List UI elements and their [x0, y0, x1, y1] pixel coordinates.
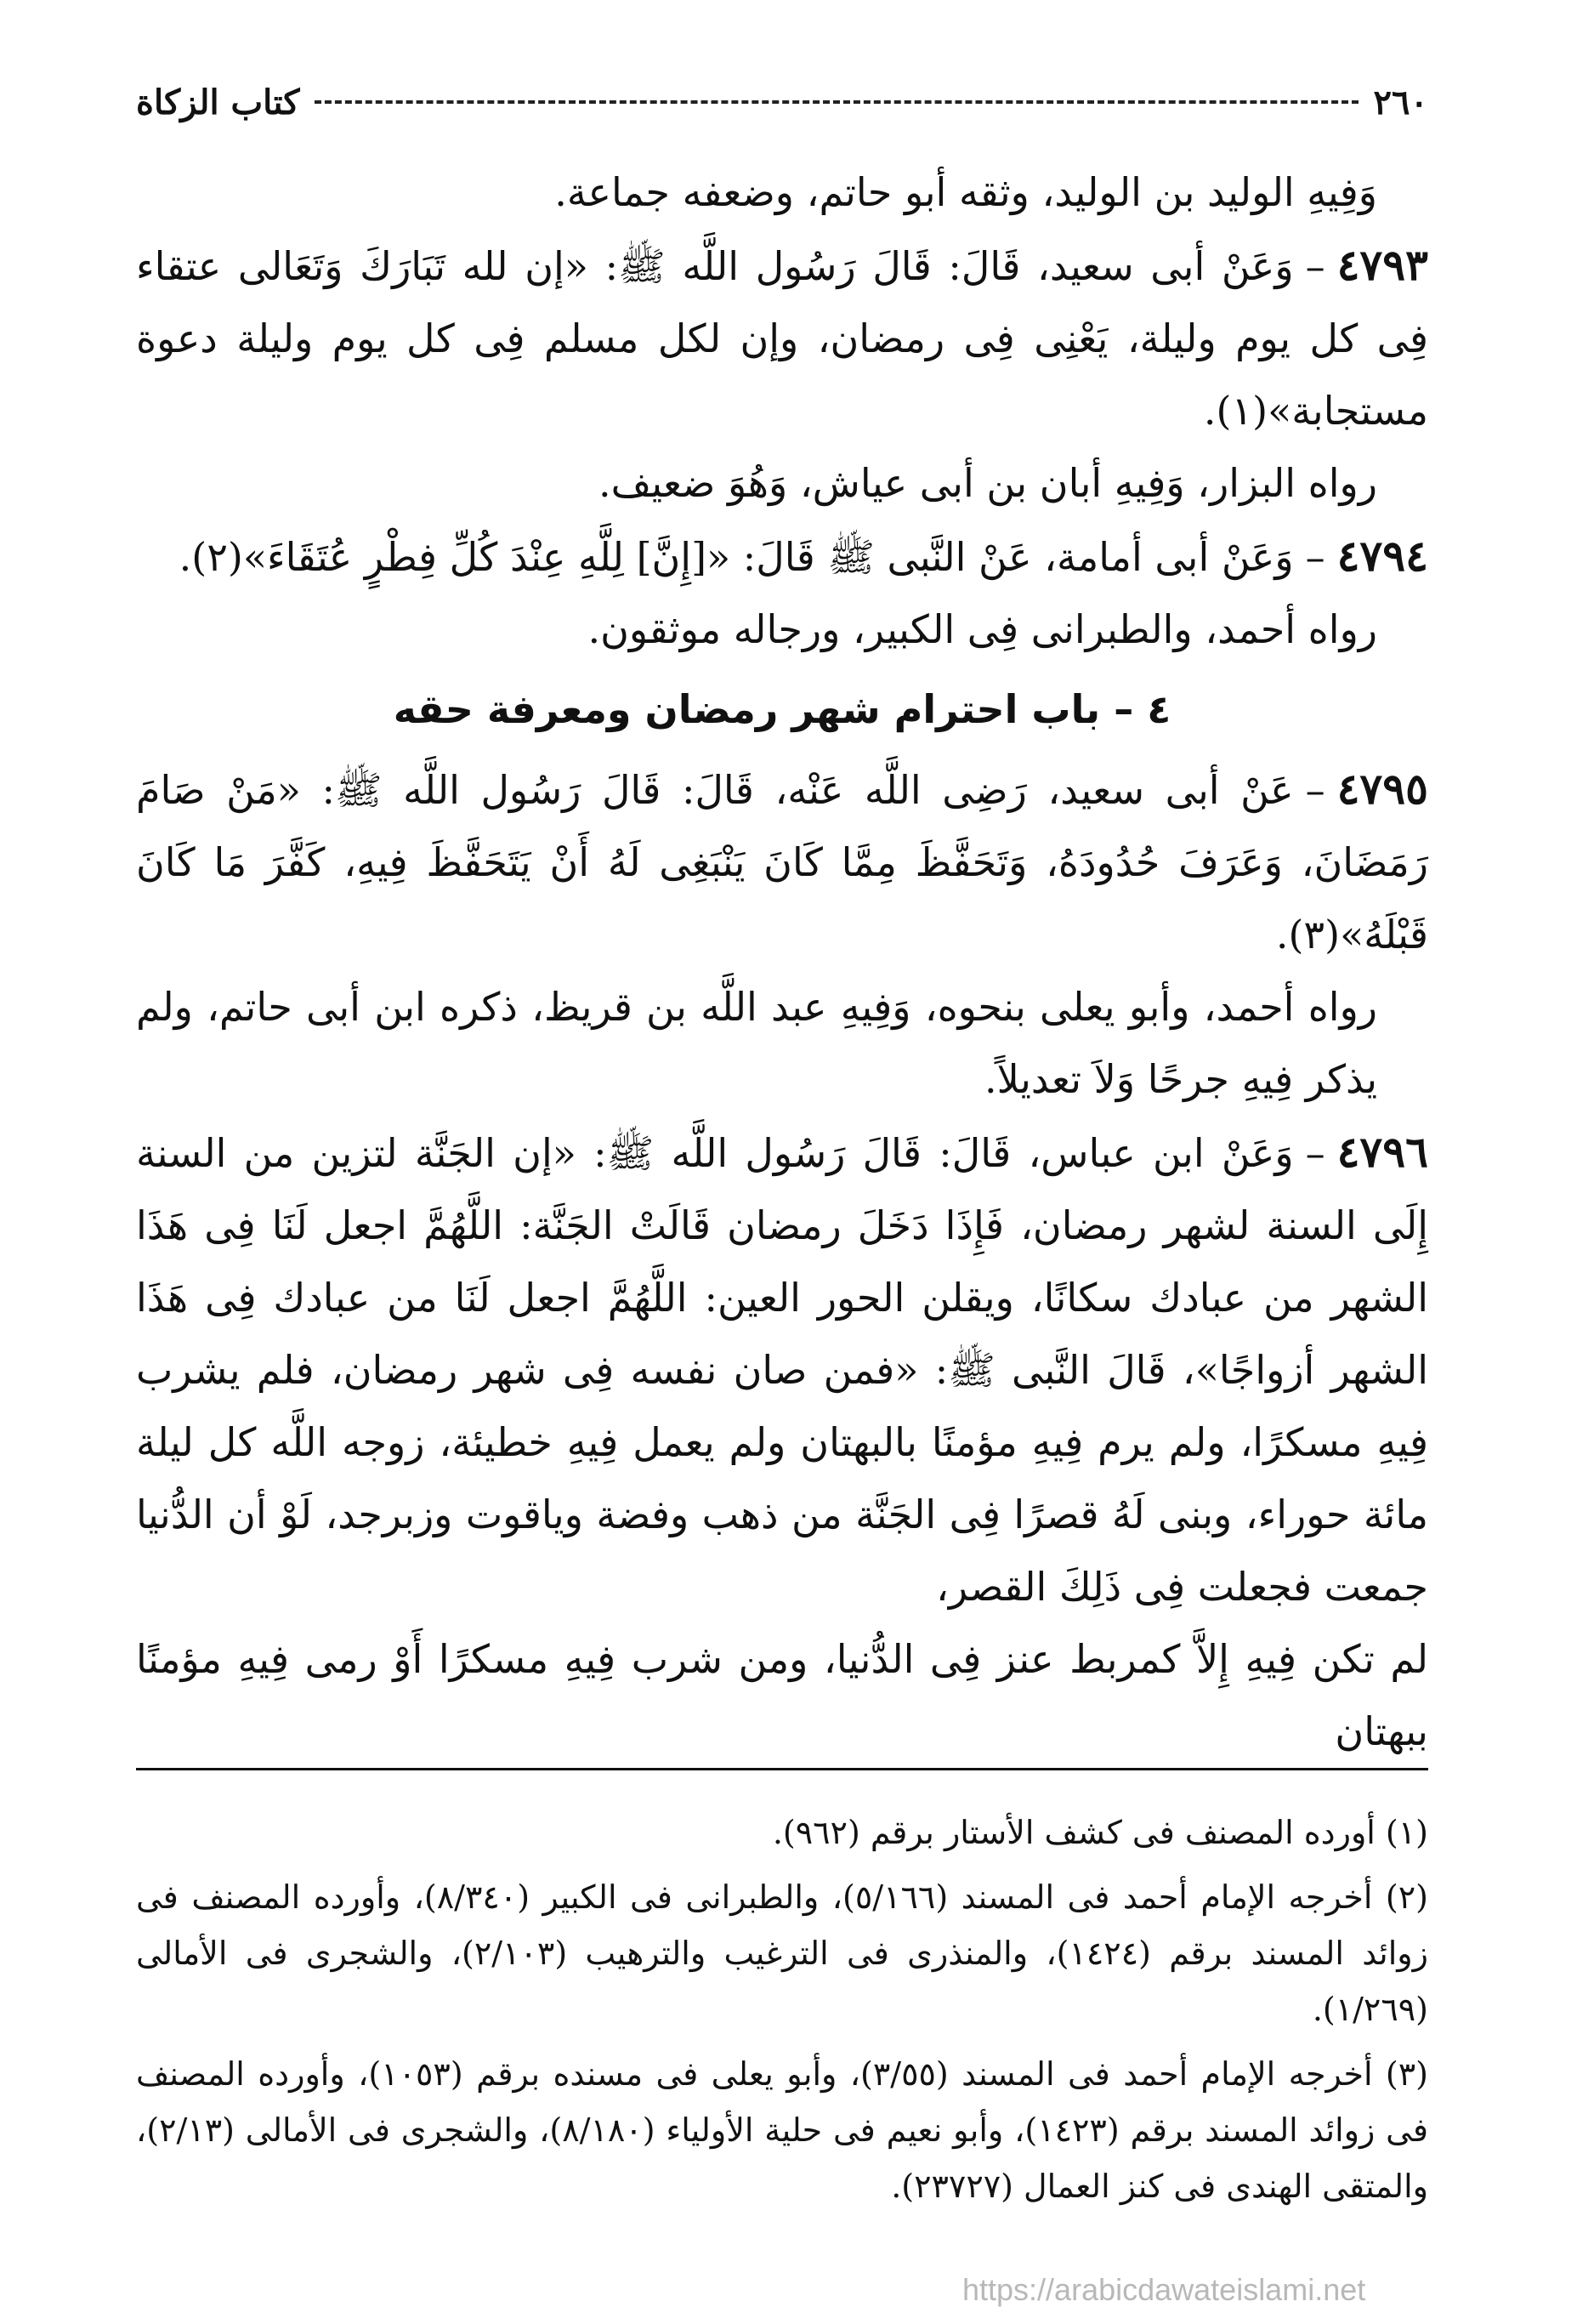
- dash-separator: –: [1305, 1130, 1325, 1176]
- hadith-4795: [136, 753, 1428, 971]
- watermark-url: https://arabicdawateislami.net: [962, 2272, 1366, 2307]
- footnotes: [136, 1804, 1428, 2214]
- dash-separator: –: [1305, 534, 1325, 580]
- hadith-4796: [136, 1116, 1428, 1623]
- footnote-2: (٢) أخرجه الإمام أحمد فى المسند (٥/١٦٦)، والطبرانى فى الكبير (٨/٣٤٠)، وأورده المصنف فى زوائد المسند برقم (١٤٢٤)، والمنذرى فى الترغيب والترهيب (٢/١٠٣)، والشجرى فى الأمالى (١/٢٦٩).: [136, 1878, 1429, 2028]
- dash-separator: –: [1305, 243, 1325, 289]
- footnote-1: (١) أورده المصنف فى كشف الأستار برقم (٩٦٢).: [772, 1814, 1428, 1851]
- hadith-number: ٤٧٩٤: [1336, 531, 1428, 581]
- document-page: [136, 77, 1428, 2287]
- dash-separator: –: [1305, 767, 1325, 813]
- hadith-number: ٤٧٩٣: [1336, 240, 1428, 290]
- hadith-number: ٤٧٩٥: [1336, 764, 1428, 814]
- footnote-3: (٣) أخرجه الإمام أحمد فى المسند (٣/٥٥)، وأبو يعلى فى مسنده برقم (١٠٥٣)، وأورده المصنف فى زوائد المسند برقم (١٤٢٣)، وأبو نعيم فى حلية الأولياء (٨/١٨٠)، والشجرى فى الأمالى (٢/١٣)، والمتقى الهندى فى كنز العمال (٢٣٧٢٧).: [136, 2055, 1428, 2205]
- page-number: ٢٦٠: [1373, 82, 1428, 122]
- hadith-reference: رواه أحمد، والطبرانى فِى الكبير، ورجاله موثقون.: [587, 606, 1377, 652]
- hadith-last-line: لم تكن فِيهِ إِلاَّ كمربط عنز فِى الدُّنيا، ومن شرب فِيهِ مسكرًا أَوْ رمى فِيهِ مؤمنًا ببهتان: [136, 1623, 1428, 1770]
- hadith-text: وَعَنْ أبى أمامة، عَنْ النَّبى ﷺ قَالَ: «[إِنَّ] لِلَّهِ عِنْدَ كُلِّ فِطْرٍ عُتَقَاءَ»(٢).: [179, 534, 1294, 580]
- hadith-text: عَنْ أبى سعيد، رَضِى اللَّه عَنْه، قَالَ: قَالَ رَسُول اللَّه ﷺ: «مَنْ صَامَ رَمَضَانَ، وَعَرَفَ حُدُودَهُ، وَتَحَفَّظَ مِمَّا كَانَ يَنْبَغِى لَهُ أَنْ يَتَحَفَّظَ فِيهِ، كَفَّرَ مَا كَانَ قَبْلَهُ»(٣).: [136, 767, 1428, 957]
- hadith-text: وَعَنْ ابن عباس، قَالَ: قَالَ رَسُول اللَّه ﷺ: «إن الجَنَّة لتزين من السنة إِلَى السنة لشهر رمضان، فَإِذَا دَخَلَ رمضان قَالَتْ الجَنَّة: اللَّهُمَّ اجعل لَنَا فِى هَذَا الشهر من عبادك سكانًا، ويقلن الحور العين: اللَّهُمَّ اجعل لَنَا من عبادك فِى هَذَا الشهر أزواجًا»، قَالَ النَّبى ﷺ: «فمن صان نفسه فِى شهر رمضان، فلم يشرب فِيهِ مسكرًا، ولم يرم فِيهِ مؤمنًا بالبهتان ولم يعمل فِيهِ خطيئة، زوجه اللَّه كل ليلة مائة حوراء، وبنى لَهُ قصرًا فِى الجَنَّة من ذهب وفضة وياقوت وزبرجد، لَوْ أن الدُّنيا جمعت فجعلت فِى ذَلِكَ القصر،: [136, 1130, 1428, 1610]
- hadith-text: وَعَنْ أبى سعيد، قَالَ: قَالَ رَسُول اللَّه ﷺ: «إن لله تَبَارَكَ وَتَعَالى عتقاء فِى كل يوم وليلة، يَعْنِى فِى رمضان، وإن لكل مسلم فِى كل يوم وليلة دعوة مستجابة»(١).: [136, 243, 1428, 434]
- page-header: [136, 77, 1428, 128]
- header-divider: [315, 100, 1358, 104]
- hadith-4793: [136, 229, 1428, 447]
- book-title: كتاب الزكاة: [136, 82, 300, 122]
- hadith-reference: رواه البزار، وَفِيهِ أبان بن أبى عياش، وَهُوَ ضعيف.: [598, 460, 1377, 506]
- narrator-note: وَفِيهِ الوليد بن الوليد، وثقه أبو حاتم، وضعفه جماعة.: [554, 169, 1377, 215]
- hadith-4794: [136, 520, 1428, 594]
- hadith-reference: رواه أحمد، وأبو يعلى بنحوه، وَفِيهِ عبد اللَّه بن قريظ، ذكره ابن أبى حاتم، ولم يذكر فِيهِ جرحًا وَلاَ تعديلاً.: [136, 984, 1377, 1102]
- hadith-number: ٤٧٩٦: [1336, 1127, 1428, 1177]
- chapter-title: ٤ – باب احترام شهر رمضان ومعرفة حقه: [393, 686, 1171, 732]
- body-text: [136, 156, 1428, 1770]
